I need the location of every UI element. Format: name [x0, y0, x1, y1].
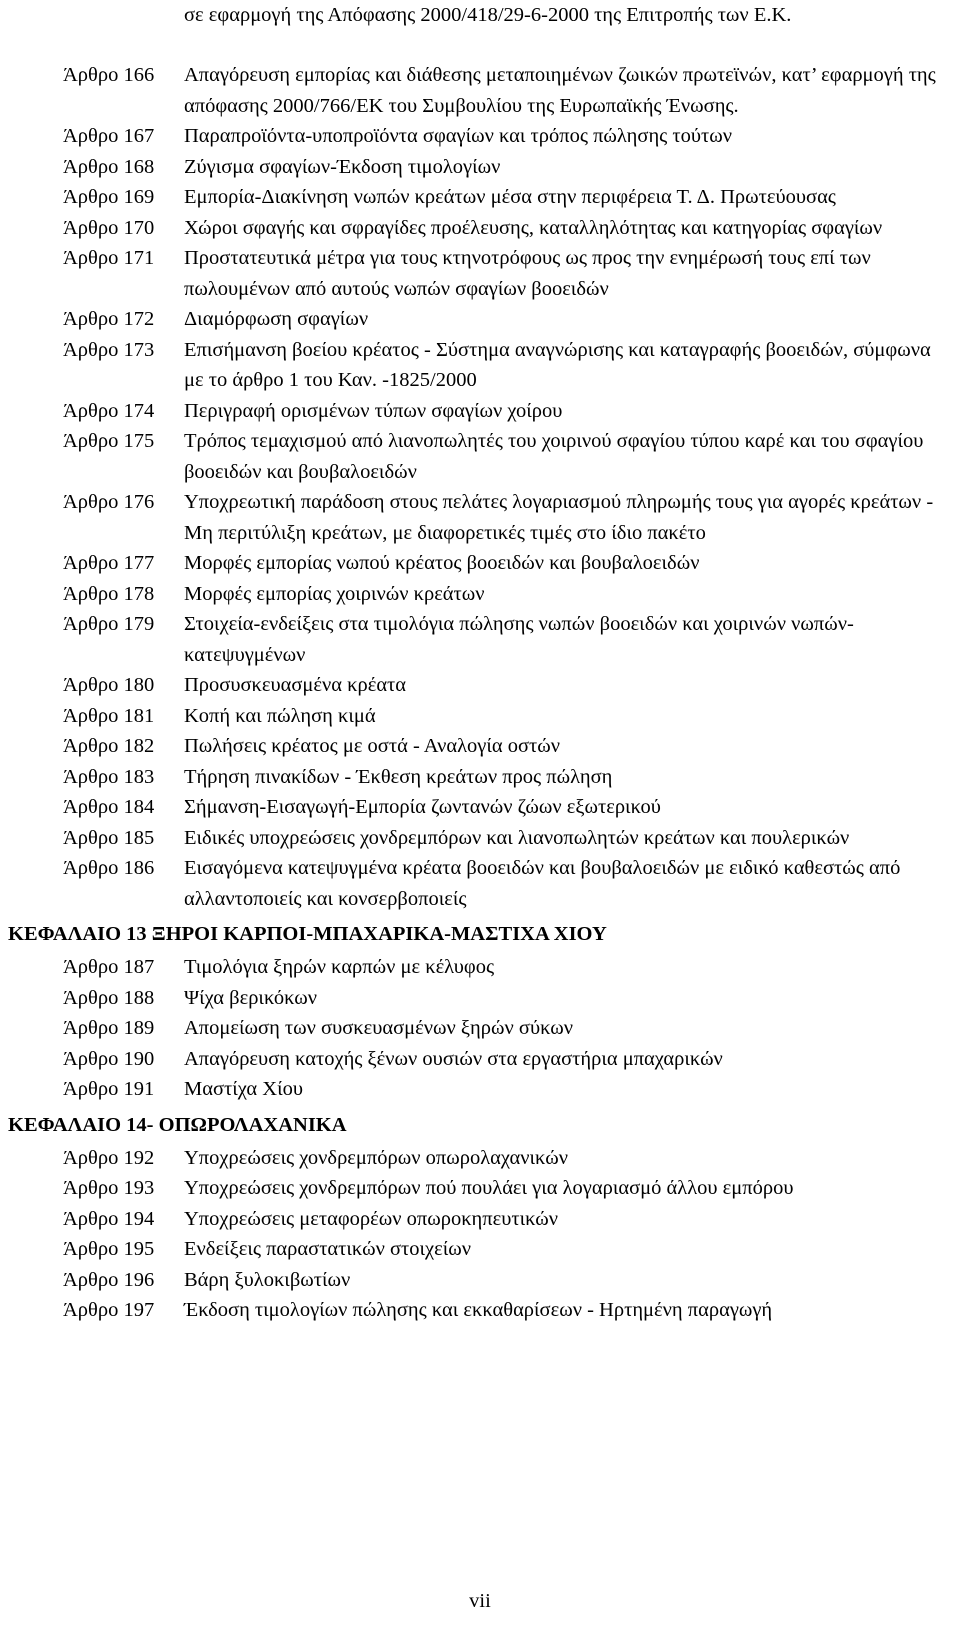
article-title: Ζύγισμα σφαγίων-Έκδοση τιμολογίων	[184, 155, 501, 178]
article-number: Άρθρο 178	[63, 582, 155, 605]
article-list-chapter-13	[0, 952, 960, 1105]
toc-entry	[0, 1265, 954, 1296]
article-number: Άρθρο 181	[63, 704, 155, 727]
toc-entry	[0, 731, 954, 762]
article-number: Άρθρο 183	[63, 765, 155, 788]
toc-entry	[0, 243, 954, 304]
article-title: Ψίχα βερικόκων	[184, 986, 317, 1009]
article-number: Άρθρο 172	[63, 308, 155, 330]
article-number: Άρθρο 188	[63, 986, 155, 1009]
article-number: Άρθρο 185	[63, 826, 155, 849]
toc-entry	[0, 609, 954, 670]
article-number: Άρθρο 171	[63, 247, 155, 269]
toc-entry	[0, 487, 954, 548]
toc-entry	[0, 213, 954, 244]
page-number: vii	[469, 1590, 491, 1612]
article-title: Προσυσκευασμένα κρέατα	[184, 674, 407, 696]
article-title: Τρόπος τεμαχισμού από λιανοπωλητές του χοιρινού σφαγίου τύπου καρέ και του σφαγίου βοοειδών και βουβαλοειδών	[184, 430, 924, 483]
article-number: Άρθρο 168	[63, 155, 155, 178]
toc-entry	[0, 792, 954, 823]
toc-entry	[0, 579, 954, 610]
toc-entry	[0, 983, 954, 1014]
toc-entry	[0, 182, 954, 213]
toc-entry	[0, 1295, 954, 1326]
chapter-13-heading: ΚΕΦΑΛΑΙΟ 13 ΞΗΡΟΙ ΚΑΡΠΟΙ-ΜΠΑΧΑΡΙΚΑ-ΜΑΣΤΙΧΑ ΧΙΟΥ	[8, 923, 607, 945]
article-title: Βάρη ξυλοκιβωτίων	[184, 1268, 351, 1291]
article-number: Άρθρο 184	[63, 796, 155, 818]
article-number: Άρθρο 187	[63, 956, 155, 978]
toc-entry	[0, 1143, 954, 1174]
toc-entry	[0, 426, 954, 487]
toc-entry	[0, 548, 954, 579]
article-title: Προστατευτικά μέτρα για τους κτηνοτρόφους ως προς την ενημέρωσή τους επί των πωλουμένων από αυτούς νωπών σφαγίων βοοειδών	[184, 247, 871, 300]
article-title: Διαμόρφωση σφαγίων	[184, 308, 369, 330]
article-title: Ενδείξεις παραστατικών στοιχείων	[184, 1238, 471, 1260]
chapter-14-heading: ΚΕΦΑΛΑΙΟ 14- ΟΠΩΡΟΛΑΧΑΝΙΚΑ	[8, 1113, 347, 1136]
toc-entry	[0, 762, 954, 793]
article-number: Άρθρο 196	[63, 1268, 155, 1291]
article-number: Άρθρο 166	[63, 64, 155, 86]
article-title: Τήρηση πινακίδων - Έκθεση κρεάτων προς πώληση	[184, 765, 613, 788]
article-title: Μαστίχα Χίου	[184, 1078, 304, 1100]
toc-entry	[0, 952, 954, 983]
article-number: Άρθρο 191	[63, 1078, 155, 1100]
toc-entry	[0, 701, 954, 732]
toc-entry	[0, 1013, 954, 1044]
toc-entry	[0, 335, 954, 396]
article-title: Σήμανση-Εισαγωγή-Εμπορία ζωντανών ζώων εξωτερικού	[184, 796, 661, 818]
article-title: Υποχρεωτική παράδοση στους πελάτες λογαριασμού πληρωμής τους για αγορές κρεάτων - Μη περιτύλιξη κρεάτων, με διαφορετικές τιμές στο ίδιο πακέτο	[184, 491, 934, 544]
article-number: Άρθρο 197	[63, 1299, 155, 1321]
article-title: Τιμολόγια ξηρών καρπών με κέλυφος	[184, 956, 495, 978]
article-title: Υποχρεώσεις χονδρεμπόρων πού πουλάει για λογαριασμό άλλου εμπόρου	[184, 1177, 794, 1199]
toc-entry	[0, 304, 954, 335]
article-title: Μορφές εμπορίας νωπού κρέατος βοοειδών και βουβαλοειδών	[184, 552, 700, 574]
article-number: Άρθρο 180	[63, 674, 155, 696]
article-number: Άρθρο 174	[63, 399, 155, 422]
toc-entry	[0, 1204, 954, 1235]
article-number: Άρθρο 169	[63, 186, 155, 208]
article-number: Άρθρο 182	[63, 735, 155, 757]
article-title: Ειδικές υποχρεώσεις χονδρεμπόρων και λιανοπωλητών κρεάτων και πουλερικών	[184, 826, 850, 849]
article-number: Άρθρο 194	[63, 1207, 155, 1230]
article-list-chapter-14	[0, 1143, 960, 1326]
toc-entry	[0, 60, 954, 121]
article-number: Άρθρο 193	[63, 1177, 155, 1199]
continuation-text: σε εφαρμογή της Απόφασης 2000/418/29-6-2000 της Επιτροπής των Ε.Κ.	[184, 4, 792, 26]
article-number: Άρθρο 176	[63, 491, 155, 513]
article-title: Υποχρεώσεις χονδρεμπόρων οπωρολαχανικών	[184, 1146, 568, 1169]
table-of-contents	[0, 60, 960, 1326]
toc-entry	[0, 121, 954, 152]
toc-entry	[0, 152, 954, 183]
article-number: Άρθρο 190	[63, 1047, 155, 1070]
article-title: Εισαγόμενα κατεψυγμένα κρέατα βοοειδών και βουβαλοειδών με ειδικό καθεστώς από αλλαντοποιείς και κονσερβοποιείς	[184, 857, 901, 910]
article-title: Απομείωση των συσκευασμένων ξηρών σύκων	[184, 1017, 574, 1039]
article-number: Άρθρο 175	[63, 430, 155, 452]
article-number: Άρθρο 179	[63, 613, 155, 635]
toc-entry	[0, 823, 954, 854]
article-number: Άρθρο 186	[63, 857, 155, 879]
article-title: Απαγόρευση κατοχής ξένων ουσιών στα εργαστήρια μπαχαρικών	[184, 1047, 723, 1070]
article-title: Στοιχεία-ενδείξεις στα τιμολόγια πώλησης νωπών βοοειδών και χοιρινών νωπών-κατεψυγμένων	[184, 613, 854, 666]
article-title: Μορφές εμπορίας χοιρινών κρεάτων	[184, 582, 485, 605]
article-number: Άρθρο 170	[63, 216, 155, 239]
article-title: Πωλήσεις κρέατος με οστά - Αναλογία οστών	[184, 735, 561, 757]
article-title: Χώροι σφαγής και σφραγίδες προέλευσης, καταλληλότητας και κατηγορίας σφαγίων	[184, 216, 883, 239]
article-title: Επισήμανση βοείου κρέατος - Σύστημα αναγνώρισης και καταγραφής βοοειδών, σύμφωνα με το άρθρο 1 του Καν. -1825/2000	[184, 338, 931, 391]
article-title: Περιγραφή ορισμένων τύπων σφαγίων χοίρου	[184, 399, 563, 422]
article-number: Άρθρο 177	[63, 552, 155, 574]
article-number: Άρθρο 195	[63, 1238, 155, 1260]
article-title: Έκδοση τιμολογίων πώλησης και εκκαθαρίσεων - Ηρτημένη παραγωγή	[184, 1299, 773, 1321]
article-title: Εμπορία-Διακίνηση νωπών κρεάτων μέσα στην περιφέρεια Τ. Δ. Πρωτεύουσας	[184, 186, 836, 208]
toc-entry	[0, 1234, 954, 1265]
article-number: Άρθρο 189	[63, 1017, 155, 1039]
toc-entry	[0, 1074, 954, 1105]
article-number: Άρθρο 167	[63, 125, 155, 147]
toc-entry	[0, 396, 954, 427]
toc-entry	[0, 1173, 954, 1204]
toc-entry	[0, 1044, 954, 1075]
toc-entry	[0, 853, 954, 914]
article-number: Άρθρο 192	[63, 1146, 155, 1169]
article-title: Παραπροϊόντα-υποπροϊόντα σφαγίων και τρόπος πώλησης τούτων	[184, 125, 733, 147]
article-title: Υποχρεώσεις μεταφορέων οπωροκηπευτικών	[184, 1207, 559, 1230]
toc-entry	[0, 670, 954, 701]
article-title: Απαγόρευση εμπορίας και διάθεσης μεταποιημένων ζωικών πρωτεϊνών, κατ’ εφαρμογή της απόφασης 2000/766/ΕΚ του Συμβουλίου της Ευρωπαϊκής Ένωσης.	[184, 64, 936, 117]
article-title: Κοπή και πώληση κιμά	[184, 704, 376, 727]
article-number: Άρθρο 173	[63, 338, 155, 361]
article-list-chapter-12	[0, 60, 960, 914]
